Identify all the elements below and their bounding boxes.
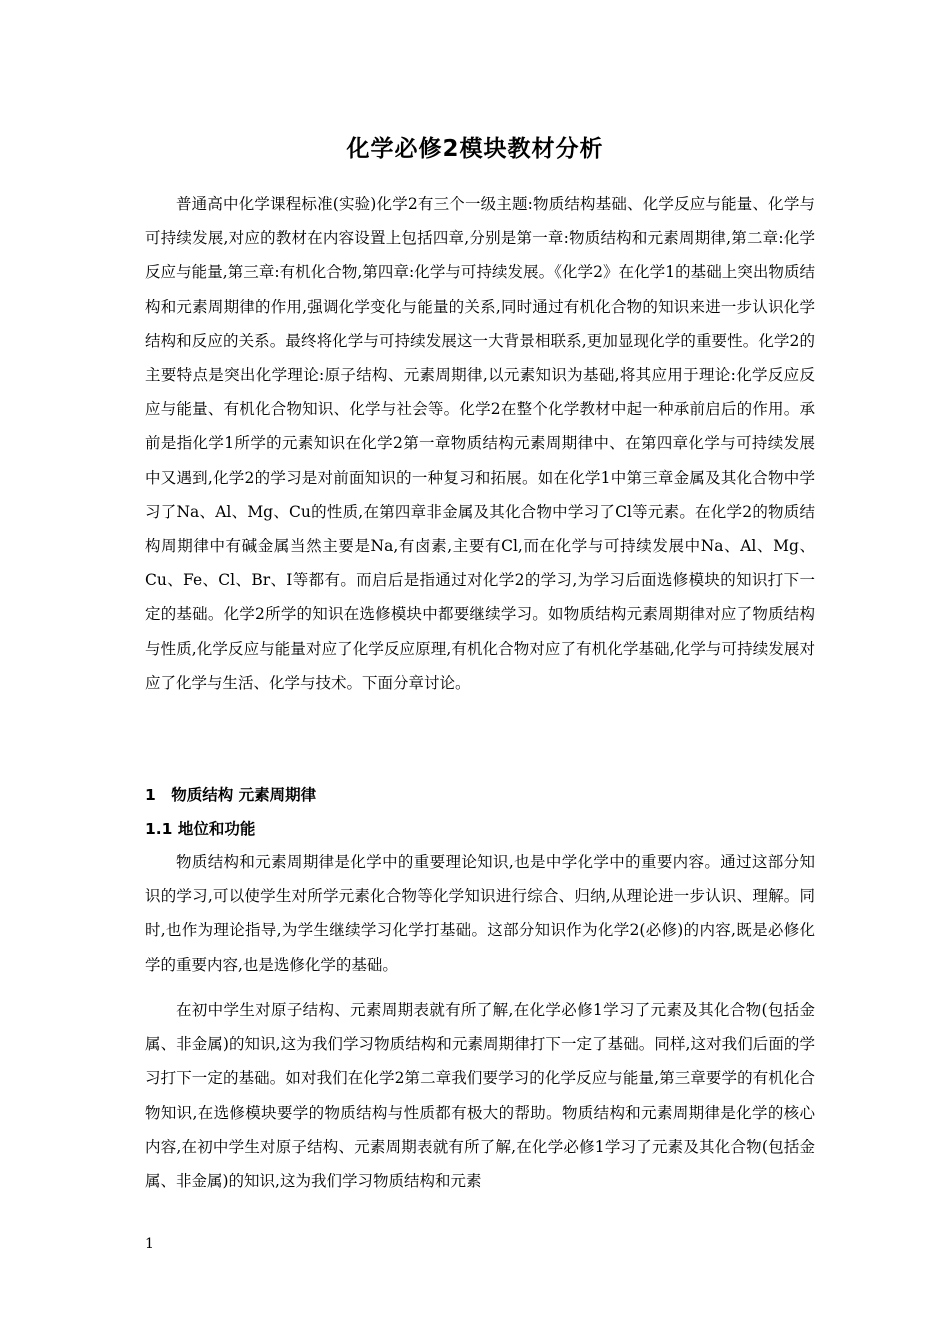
subsection-heading: 1.1 地位和功能 [145,820,256,838]
section-heading: 1 物质结构 元素周期律 [145,786,317,804]
paragraph-role: 物质结构和元素周期律是化学中的重要理论知识,也是中学化学中的重要内容。通过这部分知识的学习,可以使学生对所学元素化合物等化学知识进行综合、归纳,从理论进一步认识、理解。同时,也作为理论指导,为学生继续学习化学打基础。这部分知识作为化学2(必修)的内容,既是必修化学的重要内容,也是选修化学的基础。 [145,853,815,974]
page-title: 化学必修2模块教材分析 [346,136,604,162]
paragraph-intro: 普通高中化学课程标准(实验)化学2有三个一级主题:物质结构基础、化学反应与能量、化学与可持续发展,对应的教材在内容设置上包括四章,分别是第一章:物质结构和元素周期律,第二章:化学反应与能量,第三章:有机化合物,第四章:化学与可持续发展。《化学2》在化学1的基础上突出物质结构和元素周期律的作用,强调化学变化与能量的关系,同时通过有机化合物的知识来进一步认识化学结构和反应的关系。最终将化学与可持续发展这一大背景相联系,更加显现化学的重要性。化学2的主要特点是突出化学理论:原子结构、元素周期律,以元素知识为基础,将其应用于理论:化学反应反应与能量、有机化合物知识、化学与社会等。化学2在整个化学教材中起一种承前启后的作用。承前是指化学1所学的元素知识在化学2第一章物质结构元素周期律中、在第四章化学与可持续发展中又遇到,化学2的学习是对前面知识的一种复习和拓展。如在化学1中第三章金属及其化合物中学习了Na、Al、Mg、Cu的性质,在第四章非金属及其化合物中学习了Cl等元素。在化学2的物质结构周期律中有碱金属当然主要是Na,有卤素,主要有Cl,而在化学与可持续发展中Na、Al、Mg、Cu、Fe、Cl、Br、I等都有。而启后是指通过对化学2的学习,为学习后面选修模块的知识打下一定的基础。化学2所学的知识在选修模块中都要继续学习。如物质结构元素周期律对应了物质结构与性质,化学反应与能量对应了化学反应原理,有机化合物对应了有机化学基础,化学与可持续发展对应了化学与生活、化学与技术。下面分章讨论。 [145,195,815,692]
paragraph-background: 在初中学生对原子结构、元素周期表就有所了解,在化学必修1学习了元素及其化合物(包括金属、非金属)的知识,这为我们学习物质结构和元素周期律打下一定了基础。同样,这对我们后面的学习打下一定的基础。如对我们在化学2第二章我们要学习的化学反应与能量,第三章要学的有机化合物知识,在选修模块要学的物质结构与性质都有极大的帮助。物质结构和元素周期律是化学的核心内容,在初中学生对原子结构、元素周期表就有所了解,在化学必修1学习了元素及其化合物(包括金属、非金属)的知识,这为我们学习物质结构和元素 [145,1001,815,1191]
page-number: 1 [145,1236,154,1252]
